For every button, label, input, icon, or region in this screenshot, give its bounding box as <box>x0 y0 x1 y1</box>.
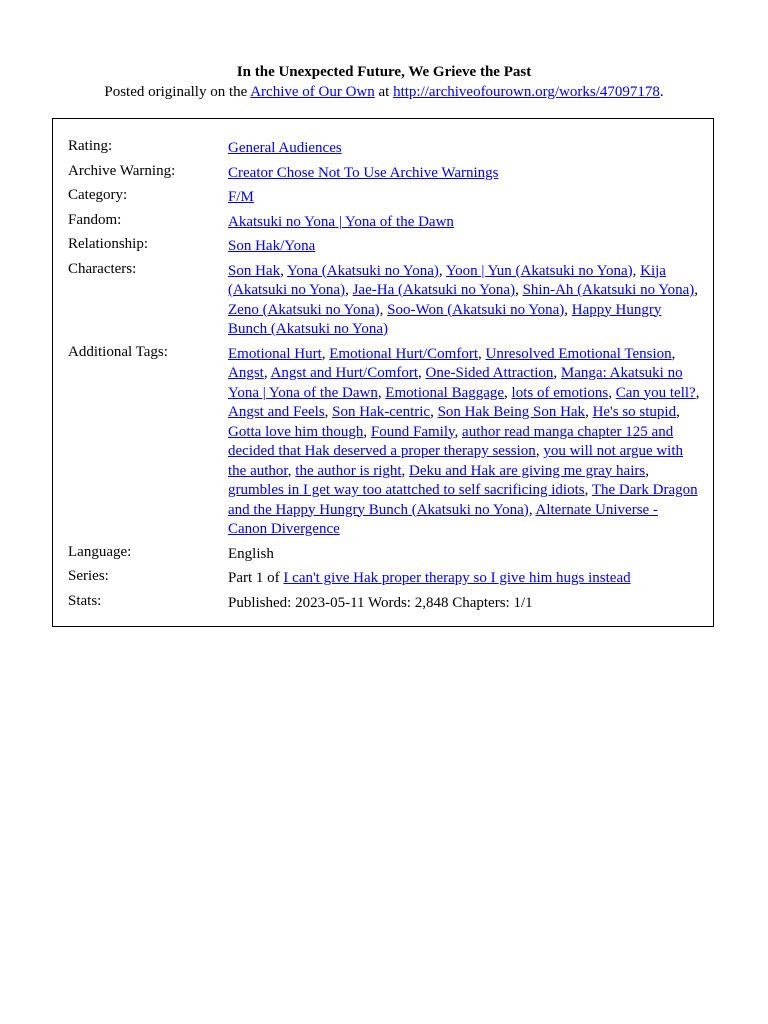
tag-link[interactable]: you will not argue with the author <box>228 443 684 479</box>
tag-link[interactable]: The Dark Dragon and the Happy Hungry Bunch (Akatsuki no Yona) <box>228 482 698 518</box>
relationship-value <box>228 235 700 257</box>
warning-row <box>68 162 708 184</box>
characters-value: Son Hak, Yona (Akatsuki no Yona), Yoon | Yun (Akatsuki no Yona), Kija (Akatsuki no Yona), Jae-Ha (Akatsuki no Yona), Shin-Ah (Akatsuki no Yona), Zeno (Akatsuki no Yona), Soo-Won (Akatsuki no Yona), Happy Hungry Bunch (Akatsuki no Yona) <box>228 262 699 337</box>
tags-label: Additional Tags: <box>68 343 168 360</box>
language-value: English <box>228 545 274 562</box>
rating-link[interactable]: General Audiences <box>228 140 342 156</box>
tag-link[interactable]: Son Hak Being Son Hak <box>437 404 586 420</box>
tag-link[interactable]: Emotional Hurt <box>228 345 322 362</box>
tag-link[interactable]: Angst <box>228 365 264 381</box>
category-row <box>68 186 708 208</box>
character-link[interactable]: Happy Hungry Bunch (Akatsuki no Yona) <box>228 301 662 337</box>
characters-label: Characters: <box>68 260 137 277</box>
category-value <box>228 186 700 208</box>
archive-link[interactable]: Archive of Our Own <box>250 84 375 100</box>
work-url-link[interactable]: http://archiveofourown.org/works/47097178 <box>393 84 660 100</box>
tags-value: Emotional Hurt, Emotional Hurt/Comfort, Unresolved Emotional Tension, Angst, Angst and Hurt/Comfort, One-Sided Attraction, Manga: Akatsuki no Yona | Yona of the Dawn, Emotional Baggage, lots of emotions, Can you tell?, Angst and Feels, Son Hak-centric, Son Hak Being Son Hak, He's so stupid, Gotta love him though, Found Family, author read manga chapter 125 and decided that Hak deserved a proper therapy session, you will not argue with the author, the author is right, Deku and Hak are giving me gray hairs, grumbles in I get way too atattched to self sacrificing idiots, The Dark Dragon and the Happy Hungry Bunch (Akatsuki no Yona), Alternate Universe - Canon Divergence <box>228 345 700 537</box>
tag-link[interactable]: Gotta love him though <box>228 423 364 440</box>
tag-link[interactable]: Angst and Feels <box>228 404 325 420</box>
fandom-link[interactable]: Akatsuki no Yona | Yona of the Dawn <box>228 213 454 230</box>
tag-link[interactable]: Emotional Hurt/Comfort <box>329 345 478 362</box>
category-link[interactable]: F/M <box>228 189 254 205</box>
work-title: In the Unexpected Future, We Grieve the Past <box>236 64 532 80</box>
tag-link[interactable]: author read manga chapter 125 and decided that Hak deserved a proper therapy session <box>228 423 674 459</box>
tag-link[interactable]: He's so stupid <box>592 404 677 420</box>
character-link[interactable]: Jae-Ha (Akatsuki no Yona) <box>352 282 516 298</box>
series-row <box>68 567 708 589</box>
tag-link[interactable]: One-Sided Attraction <box>425 365 554 381</box>
tag-link[interactable]: Angst and Hurt/Comfort <box>270 365 419 381</box>
category-label: Category: <box>68 187 128 203</box>
tag-link[interactable]: grumbles in I get way too atattched to self sacrificing idiots <box>228 482 585 498</box>
series-link[interactable]: I can't give Hak proper therapy so I give him hugs instead <box>283 570 631 586</box>
tag-link[interactable]: the author is right <box>295 462 402 479</box>
series-prefix: Part 1 of <box>228 570 284 586</box>
tag-link[interactable]: Emotional Baggage <box>385 384 505 401</box>
tag-link[interactable]: Found Family <box>370 423 455 440</box>
language-label: Language: <box>68 543 132 560</box>
rating-value <box>228 137 700 159</box>
relationship-label: Relationship: <box>68 236 148 252</box>
rating-row <box>68 137 708 159</box>
posted-line <box>0 82 768 102</box>
warning-link[interactable]: Creator Chose Not To Use Archive Warnings <box>228 164 499 181</box>
stats-label: Stats: <box>68 592 102 609</box>
language-row <box>68 543 708 565</box>
series-label: Series: <box>68 568 109 584</box>
relationship-row <box>68 235 708 257</box>
stats-row <box>68 592 708 614</box>
character-link[interactable]: Shin-Ah (Akatsuki no Yona) <box>522 282 695 298</box>
character-link[interactable]: Zeno (Akatsuki no Yona) <box>228 301 380 318</box>
stats-value: Published: 2023-05-11 Words: 2,848 Chapters: 1/1 <box>228 594 533 611</box>
character-link[interactable]: Yoon | Yun (Akatsuki no Yona) <box>445 262 633 279</box>
series-value <box>228 567 700 589</box>
fandom-label: Fandom: <box>68 211 122 228</box>
tag-link[interactable]: Alternate Universe - Canon Divergence <box>228 501 658 537</box>
character-link[interactable]: Soo-Won (Akatsuki no Yona) <box>387 301 565 318</box>
fandom-row <box>68 211 708 233</box>
warning-value <box>228 162 700 184</box>
rating-label: Rating: <box>68 138 113 154</box>
metadata-box <box>52 118 714 627</box>
warning-label: Archive Warning: <box>68 162 176 179</box>
fandom-value <box>228 211 700 233</box>
metadata-list <box>68 137 708 616</box>
relationship-link[interactable]: Son Hak/Yona <box>228 238 316 254</box>
document-header <box>0 62 768 102</box>
tag-link[interactable]: Deku and Hak are giving me gray hairs <box>409 462 646 479</box>
characters-row <box>68 260 708 340</box>
tag-link[interactable]: Son Hak-centric <box>332 404 431 420</box>
character-link[interactable]: Son Hak <box>228 262 281 279</box>
tag-link[interactable]: Unresolved Emotional Tension <box>485 345 672 362</box>
character-link[interactable]: Kija (Akatsuki no Yona) <box>228 262 666 298</box>
tags-row <box>68 343 708 540</box>
character-link[interactable]: Yona (Akatsuki no Yona) <box>287 262 439 279</box>
at-text: at <box>374 84 394 100</box>
tag-link[interactable]: lots of emotions <box>511 384 609 401</box>
tag-link[interactable]: Can you tell? <box>615 384 696 401</box>
tag-link[interactable]: Manga: Akatsuki no Yona | Yona of the Dawn <box>228 365 683 401</box>
posted-prefix: Posted originally on the <box>104 84 251 100</box>
period: . <box>659 84 664 100</box>
